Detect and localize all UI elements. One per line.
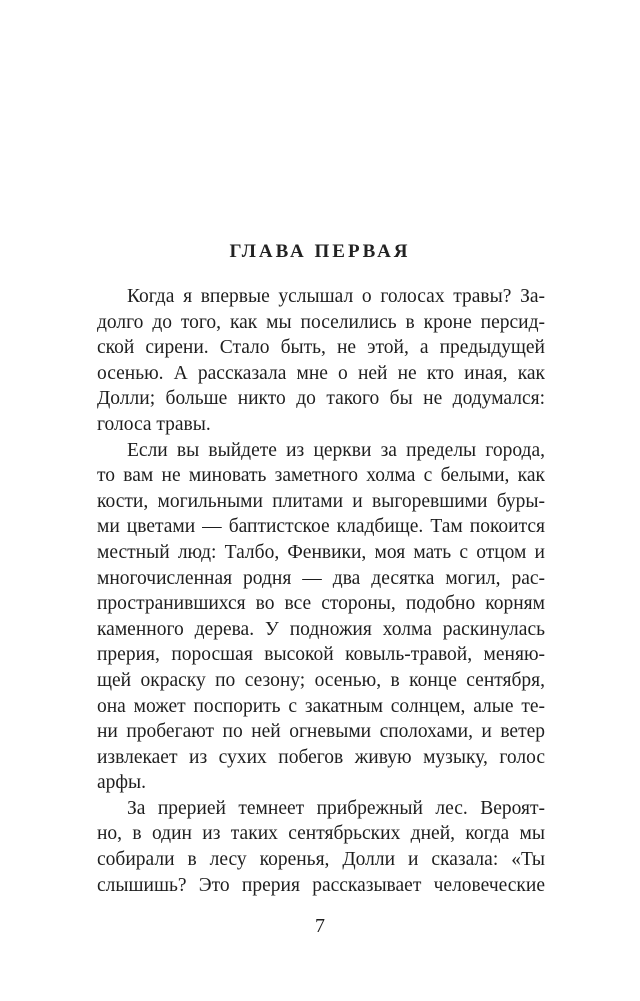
text-line: прерия, поросшая высокой ковыль-травой, меняю-: [97, 644, 545, 666]
text-line: извлекает из сухих побегов живую музыку, голос: [97, 746, 545, 768]
paragraph: [97, 796, 545, 898]
page-number: 7: [315, 915, 325, 937]
text-line: многочисленная родня — два десятка могил, рас-: [97, 567, 545, 589]
text-line: Если вы выйдете из церкви за пределы города,: [127, 439, 545, 461]
text-line: но, в один из таких сентябрьских дней, когда мы: [97, 823, 545, 845]
text-line: щей окраску по сезону; осенью, в конце сентября,: [97, 669, 545, 691]
text-line: арфы.: [97, 772, 147, 794]
text-line: то вам не миновать заметного холма с белыми, как: [97, 465, 545, 487]
text-line: Долли; больше никто до такого бы не додумался:: [97, 388, 545, 410]
text-line: долго до того, как мы поселились в кроне персид-: [97, 311, 545, 333]
text-line: осенью. А рассказала мне о ней не кто иная, как: [97, 362, 545, 384]
text-line: каменного дерева. У подножия холма раскинулась: [97, 618, 545, 640]
text-line: местный люд: Талбо, Фенвики, моя мать с отцом и: [97, 541, 545, 563]
paragraph: [97, 438, 545, 796]
text-line: ми цветами — баптистское кладбище. Там покоится: [97, 516, 545, 538]
paragraph: [97, 284, 545, 438]
text-line: кости, могильными плитами и выгоревшими буры-: [97, 490, 545, 512]
text-line: ни пробегают по ней огневыми сполохами, и ветер: [97, 721, 545, 743]
text-line: голоса травы.: [97, 413, 211, 435]
text-line: она может поспорить с закатным солнцем, алые те-: [97, 695, 545, 717]
text-line: пространившихся во все стороны, подобно корням: [97, 593, 545, 615]
text-line: собирали в лесу коренья, Долли и сказала: «Ты: [97, 849, 545, 871]
text-line: Когда я впервые услышал о голосах травы? За-: [127, 286, 545, 307]
text-line: За прерией темнеет прибрежный лес. Вероят-: [127, 797, 545, 819]
chapter-title: ГЛАВА ПЕРВАЯ: [229, 241, 411, 262]
text-line: ской сирени. Стало быть, не этой, а предыдущей: [97, 337, 545, 359]
page-body-text: [97, 284, 545, 898]
text-line: слышишь? Это прерия рассказывает человеческие: [97, 874, 545, 896]
